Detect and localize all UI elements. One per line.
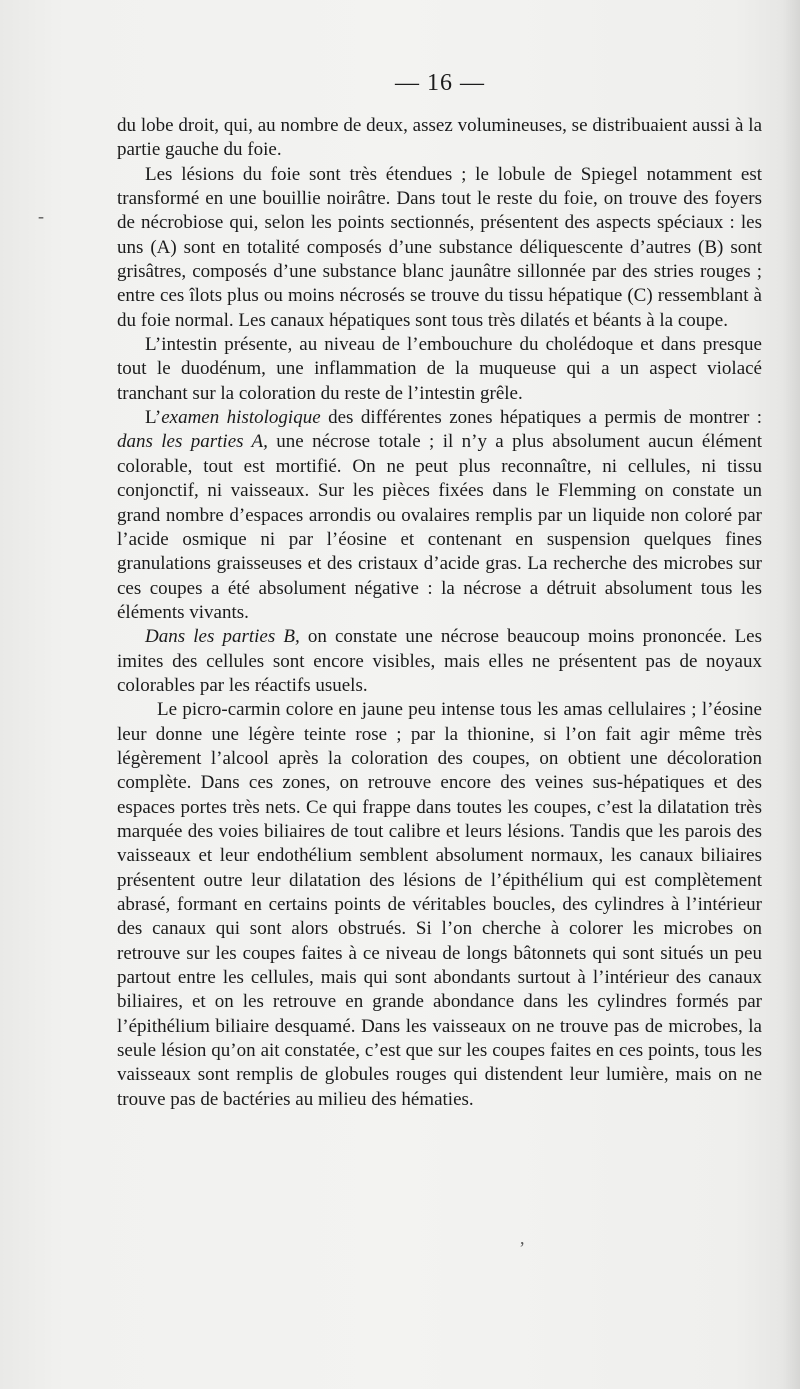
- page-speck: ,: [520, 1228, 525, 1248]
- text-segment: on constate une nécrose beaucoup moins prononcée. Les imites des cellules sont encore visibles, mais elles ne présentent pas de noyaux colorables par les réactifs usuels.: [117, 626, 762, 696]
- paragraph: [117, 406, 762, 625]
- paragraph: [117, 163, 762, 333]
- text-segment: Les lésions du foie sont très étendues ; le lobule de Spiegel notamment est transformé en une bouillie noirâtre. Dans tout le reste du foie, on trouve des foyers de nécrobiose qui, selon les points sectionnés, présentent des aspects spéciaux : les uns (A) sont en totalité composés d’une substance déliquescente d’autres (B) sont grisâtres, composés d’une substance blanc jaunâtre sillonnée par des stries rouges ; entre ces îlots plus ou moins nécrosés se trouve du tissu hépatique (C) ressemblant à du foie normal. Les canaux hépatiques sont tous très dilatés et béants à la coupe.: [117, 163, 762, 331]
- margin-speck: -: [38, 206, 44, 226]
- paragraph: [117, 625, 762, 698]
- page-number: — 16 —: [395, 70, 485, 96]
- italic-text-segment: Dans les parties B,: [145, 626, 300, 648]
- body-text: [117, 114, 762, 1112]
- text-segment: des différentes zones hépatiques a permis de montrer :: [320, 407, 763, 429]
- text-segment: L’intestin présente, au niveau de l’embouchure du cholédoque et dans presque tout le duodénum, une inflammation de la muqueuse qui a un aspect violacé tranchant sur la coloration du reste de l’intestin grêle.: [117, 334, 762, 404]
- text-segment: Le picro-carmin colore en jaune peu intense tous les amas cellulaires ; l’éosine leur donne une légère teinte rose ; par la thionine, si l’on fait agir même très légèrement l’alcool après la coloration des coupes, on obtient une décoloration complète. Dans ces zones, on retrouve encore des veines sus-hépatiques et des espaces portes très nets. Ce qui frappe dans toutes les coupes, c’est la dilatation très marquée des voies biliaires de tout calibre et leurs lésions. Tandis que les parois des vaisseaux et leur endothélium semblent absolument normaux, les canaux biliaires présentent outre leur dilatation des lésions de l’épithélium qui est complètement abrasé, formant en certains points de véritables boucles, des cylindres à l’intérieur des canaux qui sont alors obstrués. Si l’on cherche à colorer les microbes on retrouve sur les coupes faites à ce niveau de longs bâtonnets qui sont situés un peu partout entre les cellules, mais qui sont abondants surtout à l’intérieur des canaux biliaires, et on les retrouve en grande abondance dans les cylindres formés par l’épithélium biliaire desquamé. Dans les vaisseaux on ne trouve pas de microbes, la seule lésion qu’on ait constatée, c’est que sur les coupes faites en ces points, tous les vaisseaux sont remplis de globules rouges qui distendent leur lumière, mais on ne trouve pas de bactéries au milieu des hématies.: [117, 699, 762, 1110]
- italic-text-segment: examen histologique: [161, 407, 321, 429]
- text-segment: du lobe droit, qui, au nombre de deux, assez volumineuses, se distribuaient aussi à la partie gauche du foie.: [117, 115, 762, 161]
- italic-text-segment: dans les parties A,: [117, 431, 268, 453]
- paragraph: [117, 114, 762, 163]
- text-segment: une nécrose totale ; il n’y a plus absolument aucun élément colorable, tout est mortifié. On ne peut plus reconnaître, ni cellules, ni tissu conjonctif, ni vaisseaux. Sur les pièces fixées dans le Flemming on constate un grand nombre d’espaces arrondis ou ovalaires remplis par un liquide non coloré par l’acide osmique ni par l’éosine et contenant en suspension quelques fines granulations graisseuses et des cristaux d’acide gras. La recherche des microbes sur ces coupes a été absolument négative : la nécrose a détruit absolument tous les éléments vivants.: [117, 431, 762, 623]
- page-edge-shadow: [782, 0, 800, 1389]
- paragraph: [117, 333, 762, 406]
- paragraph: [117, 698, 762, 1112]
- text-segment: L’: [145, 407, 162, 429]
